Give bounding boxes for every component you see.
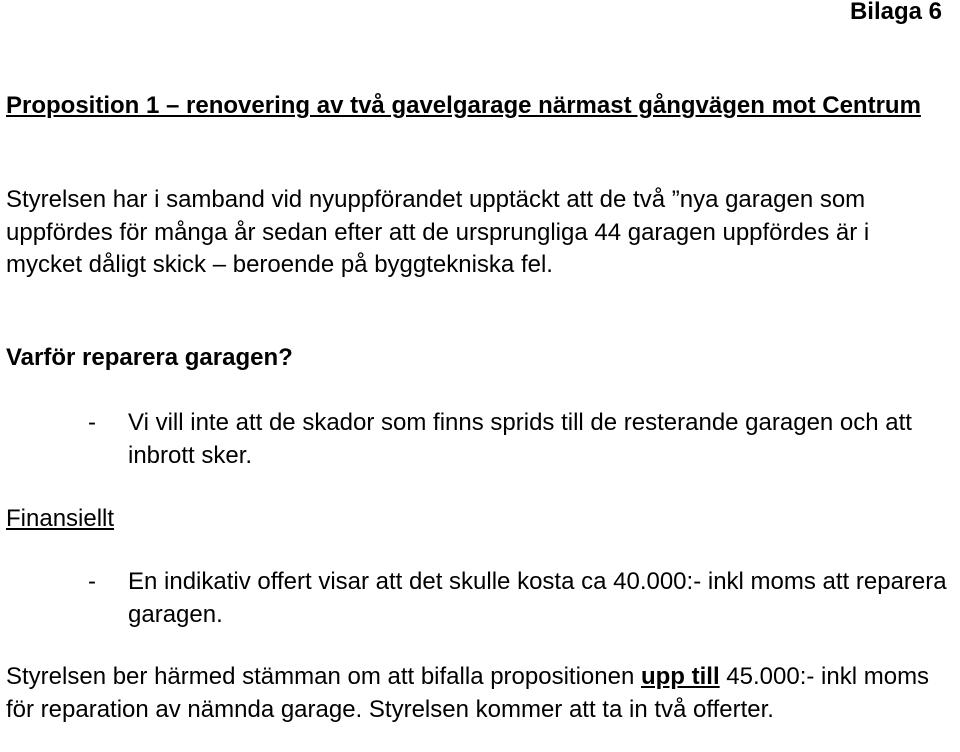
conclusion-emphasis: upp till <box>640 663 720 690</box>
why-bullet-text: Vi vill inte att de skador som finns sprids till de resterande garagen och att inbrott sker. <box>128 409 912 469</box>
appendix-label: Bilaga 6 <box>849 0 942 25</box>
intro-paragraph: Styrelsen har i samband vid nyuppförandet upptäckt att de två ”nya garagen som uppfördes för många år sedan efter att de ursprungliga 44 garagen uppfördes är i mycket dåligt skick – beroende på byggtekniska fel. <box>6 186 870 278</box>
why-section-heading: Varför reparera garagen? <box>6 344 293 371</box>
bullet-dash: - <box>88 409 96 436</box>
finance-section-heading: Finansiellt <box>6 505 115 532</box>
why-bullet-item <box>88 407 958 472</box>
conclusion-text-end: 45.000:- inkl moms för reparation av nämnda garage. Styrelsen kommer att ta in två offerter. <box>6 663 930 723</box>
bullet-dash: - <box>88 568 96 595</box>
conclusion-text-start: Styrelsen ber härmed stämman om att bifalla propositionen <box>6 663 641 690</box>
finance-bullet-item <box>88 566 958 631</box>
conclusion-paragraph <box>6 661 951 726</box>
finance-bullet-text: En indikativ offert visar att det skulle kosta ca 40.000:- inkl moms att reparera garagen. <box>128 568 947 628</box>
document-title: Proposition 1 – renovering av två gavelgarage närmast gångvägen mot Centrum <box>6 92 921 119</box>
